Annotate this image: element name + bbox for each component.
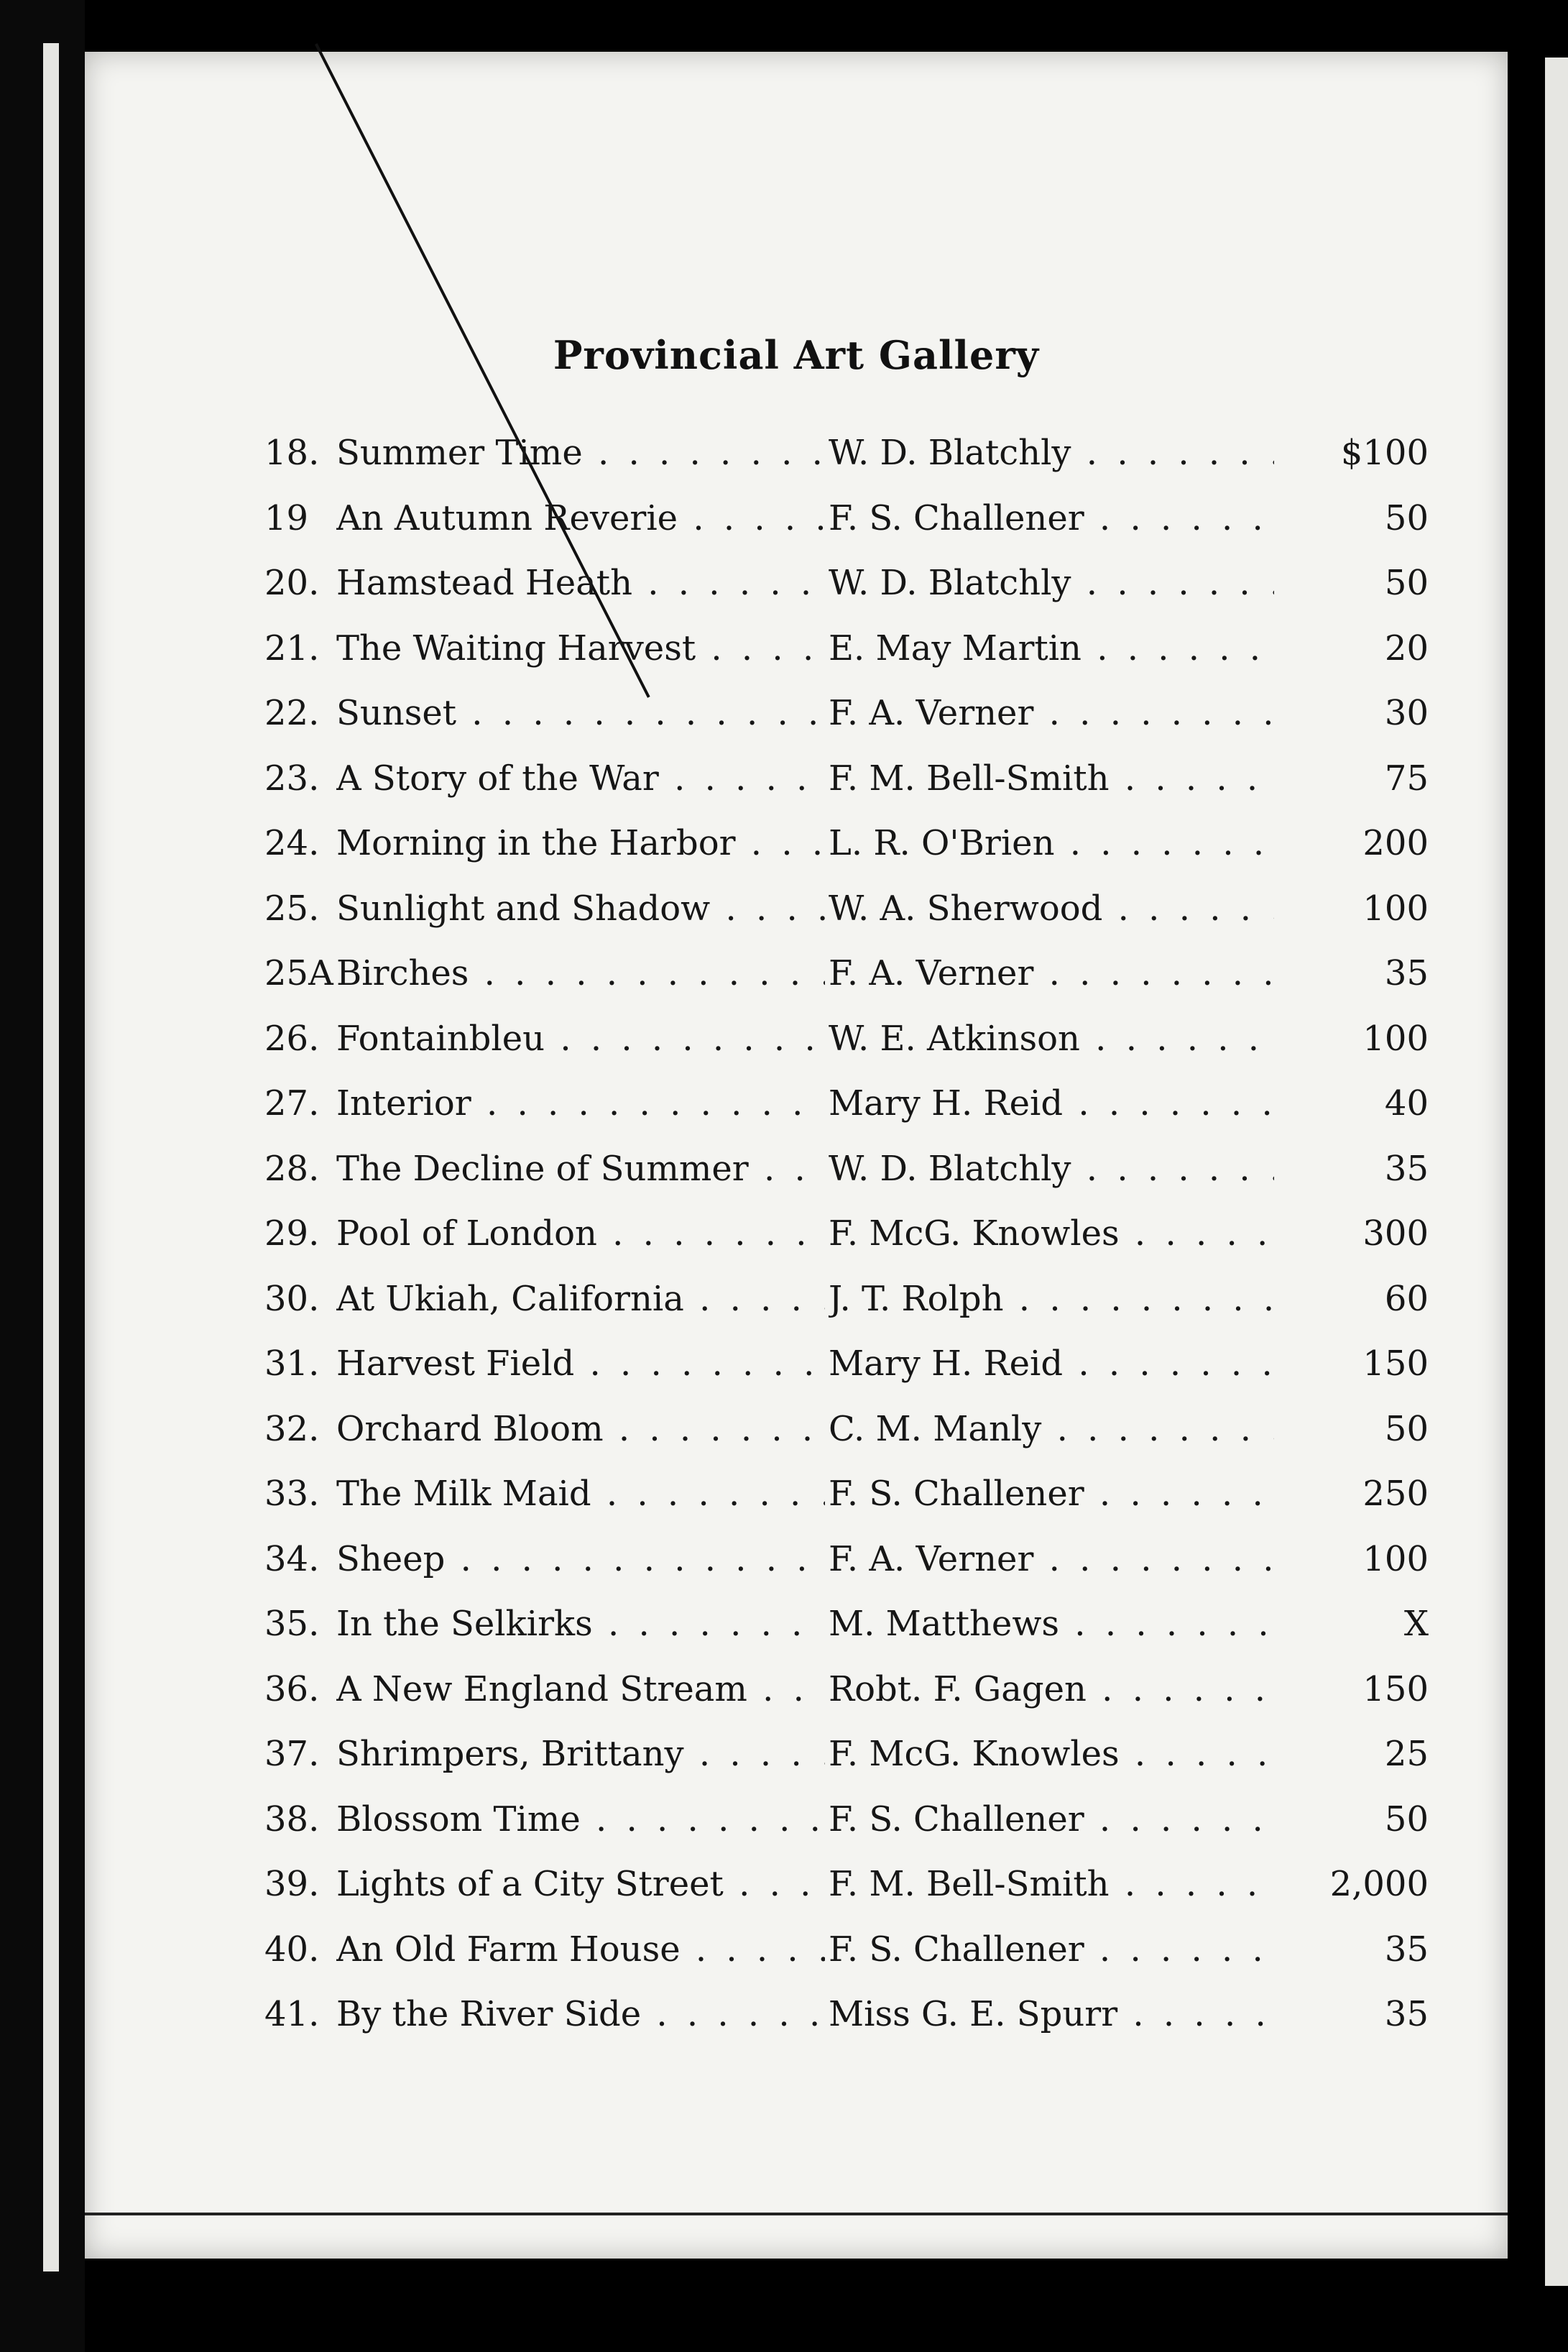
entry-artist: W. D. Blatchly . . .	[829, 563, 1274, 603]
entry-artist: F. M. Bell-Smith . . .	[829, 758, 1274, 799]
entry-price: 250	[1362, 1474, 1429, 1514]
catalog-entry	[264, 1604, 1457, 1669]
entry-title: In the Selkirks . . .	[336, 1604, 825, 1644]
entry-title: The Decline of Summer . . .	[336, 1149, 825, 1189]
entry-artist: F. S. Challener . . .	[829, 1799, 1274, 1839]
entry-number: 25A	[264, 953, 333, 993]
entry-number: 19	[264, 497, 309, 538]
entry-price: 60	[1384, 1278, 1429, 1319]
catalog-entry	[264, 498, 1457, 564]
entry-title: An Old Farm House . . .	[336, 1929, 825, 1970]
catalog-entry	[264, 563, 1457, 628]
entry-number: 25.	[264, 888, 320, 929]
entry-price: X	[1403, 1604, 1429, 1644]
entry-title: Sunset . . .	[336, 693, 825, 733]
entry-title: Morning in the Harbor . . .	[336, 823, 825, 863]
entry-artist: F. S. Challener . . .	[829, 1474, 1274, 1514]
catalog-entry	[264, 1734, 1457, 1799]
entry-number: 27.	[264, 1083, 320, 1124]
entry-price: 100	[1362, 1018, 1429, 1059]
entry-number: 21.	[264, 628, 320, 669]
catalog-entry	[264, 1019, 1457, 1084]
entry-artist: F. A. Verner . . .	[829, 953, 1274, 993]
entry-title: A Story of the War . . .	[336, 758, 825, 799]
entry-price: 30	[1384, 693, 1429, 733]
catalog-entry	[264, 1149, 1457, 1214]
entry-price: 100	[1362, 1538, 1429, 1579]
entry-price: 25	[1384, 1734, 1429, 1774]
entry-price: 50	[1384, 563, 1429, 603]
entry-artist: F. McG. Knowles . . .	[829, 1213, 1274, 1254]
catalog-entry	[264, 1864, 1457, 1929]
entry-number: 35.	[264, 1604, 320, 1644]
entry-artist: W. D. Blatchly . . .	[829, 433, 1274, 473]
entry-artist: F. McG. Knowles . . .	[829, 1734, 1274, 1774]
entry-number: 24.	[264, 823, 320, 863]
entry-price: 40	[1384, 1083, 1429, 1124]
catalog-entry	[264, 1279, 1457, 1344]
entry-artist: W. E. Atkinson . . .	[829, 1019, 1274, 1059]
entry-price: 50	[1384, 1799, 1429, 1839]
entry-artist: F. A. Verner . . .	[829, 1539, 1274, 1579]
entry-artist: W. A. Sherwood . . .	[829, 888, 1274, 929]
bottom-rule	[85, 2213, 1508, 2215]
catalog-entry	[264, 1799, 1457, 1865]
entry-number: 32.	[264, 1408, 320, 1449]
entry-number: 22.	[264, 693, 320, 733]
entry-title: The Waiting Harvest . . .	[336, 628, 825, 669]
entry-artist: Robt. F. Gagen . . .	[829, 1669, 1274, 1709]
entry-price: 200	[1362, 823, 1429, 863]
catalog-entry	[264, 1213, 1457, 1279]
binding-strip	[43, 43, 59, 2271]
entry-price: 50	[1384, 497, 1429, 538]
catalog-entry	[264, 1083, 1457, 1149]
entry-price: 100	[1362, 888, 1429, 929]
entry-number: 38.	[264, 1799, 320, 1839]
entry-number: 36.	[264, 1668, 320, 1709]
catalog-page	[85, 52, 1508, 2259]
catalog-list	[264, 433, 1457, 2059]
entry-title: Harvest Field . . .	[336, 1343, 825, 1384]
entry-title: Interior . . .	[336, 1083, 825, 1124]
catalog-entry	[264, 953, 1457, 1019]
entry-number: 20.	[264, 563, 320, 603]
entry-number: 31.	[264, 1343, 320, 1384]
entry-artist: L. R. O'Brien . . .	[829, 823, 1274, 863]
entry-number: 40.	[264, 1929, 320, 1970]
catalog-entry	[264, 823, 1457, 888]
entry-title: Summer Time . . .	[336, 433, 825, 473]
catalog-entry	[264, 628, 1457, 694]
entry-artist: Miss G. E. Spurr . . .	[829, 1994, 1274, 2034]
entry-price: 35	[1384, 1148, 1429, 1189]
entry-title: Pool of London . . .	[336, 1213, 825, 1254]
catalog-entry	[264, 1669, 1457, 1735]
catalog-entry	[264, 1539, 1457, 1604]
entry-artist: Mary H. Reid . . .	[829, 1343, 1274, 1384]
entry-title: Shrimpers, Brittany . . .	[336, 1734, 825, 1774]
entry-number: 26.	[264, 1018, 320, 1059]
entry-title: At Ukiah, California . . .	[336, 1279, 825, 1319]
entry-title: Hamstead Heath . . .	[336, 563, 825, 603]
catalog-entry	[264, 1409, 1457, 1474]
entry-title: Orchard Bloom . . .	[336, 1409, 825, 1449]
entry-title: Birches . . .	[336, 953, 825, 993]
entry-title: A New England Stream . . .	[336, 1669, 825, 1709]
entry-title: Lights of a City Street . . .	[336, 1864, 825, 1904]
entry-title: By the River Side . . .	[336, 1994, 825, 2034]
entry-artist: E. May Martin . . .	[829, 628, 1274, 669]
entry-artist: M. Matthews . . .	[829, 1604, 1274, 1644]
entry-artist: F. S. Challener . . .	[829, 1929, 1274, 1970]
catalog-entry	[264, 693, 1457, 758]
entry-number: 33.	[264, 1474, 320, 1514]
entry-artist: F. S. Challener . . .	[829, 498, 1274, 538]
entry-price: $100	[1340, 433, 1429, 473]
catalog-entry	[264, 888, 1457, 954]
entry-price: 50	[1384, 1408, 1429, 1449]
entry-title: Sunlight and Shadow . . .	[336, 888, 825, 929]
entry-title: Sheep . . .	[336, 1539, 825, 1579]
catalog-entry	[264, 758, 1457, 824]
entry-number: 41.	[264, 1994, 320, 2034]
entry-artist: Mary H. Reid . . .	[829, 1083, 1274, 1124]
entry-number: 37.	[264, 1734, 320, 1774]
entry-number: 39.	[264, 1864, 320, 1904]
entry-number: 30.	[264, 1278, 320, 1319]
entry-number: 28.	[264, 1148, 320, 1189]
entry-price: 35	[1384, 953, 1429, 993]
entry-title: Fontainbleu . . .	[336, 1019, 825, 1059]
entry-title: The Milk Maid . . .	[336, 1474, 825, 1514]
entry-artist: F. A. Verner . . .	[829, 693, 1274, 733]
entry-artist: W. D. Blatchly . . .	[829, 1149, 1274, 1189]
entry-price: 35	[1384, 1929, 1429, 1970]
entry-price: 300	[1362, 1213, 1429, 1254]
scan-right-edge	[1545, 58, 1568, 2286]
catalog-entry	[264, 1929, 1457, 1995]
entry-artist: C. M. Manly . . .	[829, 1409, 1274, 1449]
entry-number: 18.	[264, 433, 320, 473]
catalog-entry	[264, 1994, 1457, 2059]
entry-title: An Autumn Reverie . . .	[336, 498, 825, 538]
entry-title: Blossom Time . . .	[336, 1799, 825, 1839]
entry-price: 150	[1362, 1668, 1429, 1709]
catalog-entry	[264, 1343, 1457, 1409]
entry-price: 150	[1362, 1343, 1429, 1384]
entry-number: 29.	[264, 1213, 320, 1254]
catalog-entry	[264, 1474, 1457, 1539]
entry-number: 23.	[264, 758, 320, 799]
entry-artist: J. T. Rolph . . .	[829, 1279, 1274, 1319]
scan-left-edge	[0, 0, 85, 2352]
catalog-entry	[264, 433, 1457, 498]
entry-price: 2,000	[1329, 1864, 1429, 1904]
entry-price: 75	[1384, 758, 1429, 799]
entry-price: 35	[1384, 1994, 1429, 2034]
entry-price: 20	[1384, 628, 1429, 669]
page-title: Provincial Art Gallery	[553, 332, 1040, 378]
entry-number: 34.	[264, 1538, 320, 1579]
entry-artist: F. M. Bell-Smith . . .	[829, 1864, 1274, 1904]
